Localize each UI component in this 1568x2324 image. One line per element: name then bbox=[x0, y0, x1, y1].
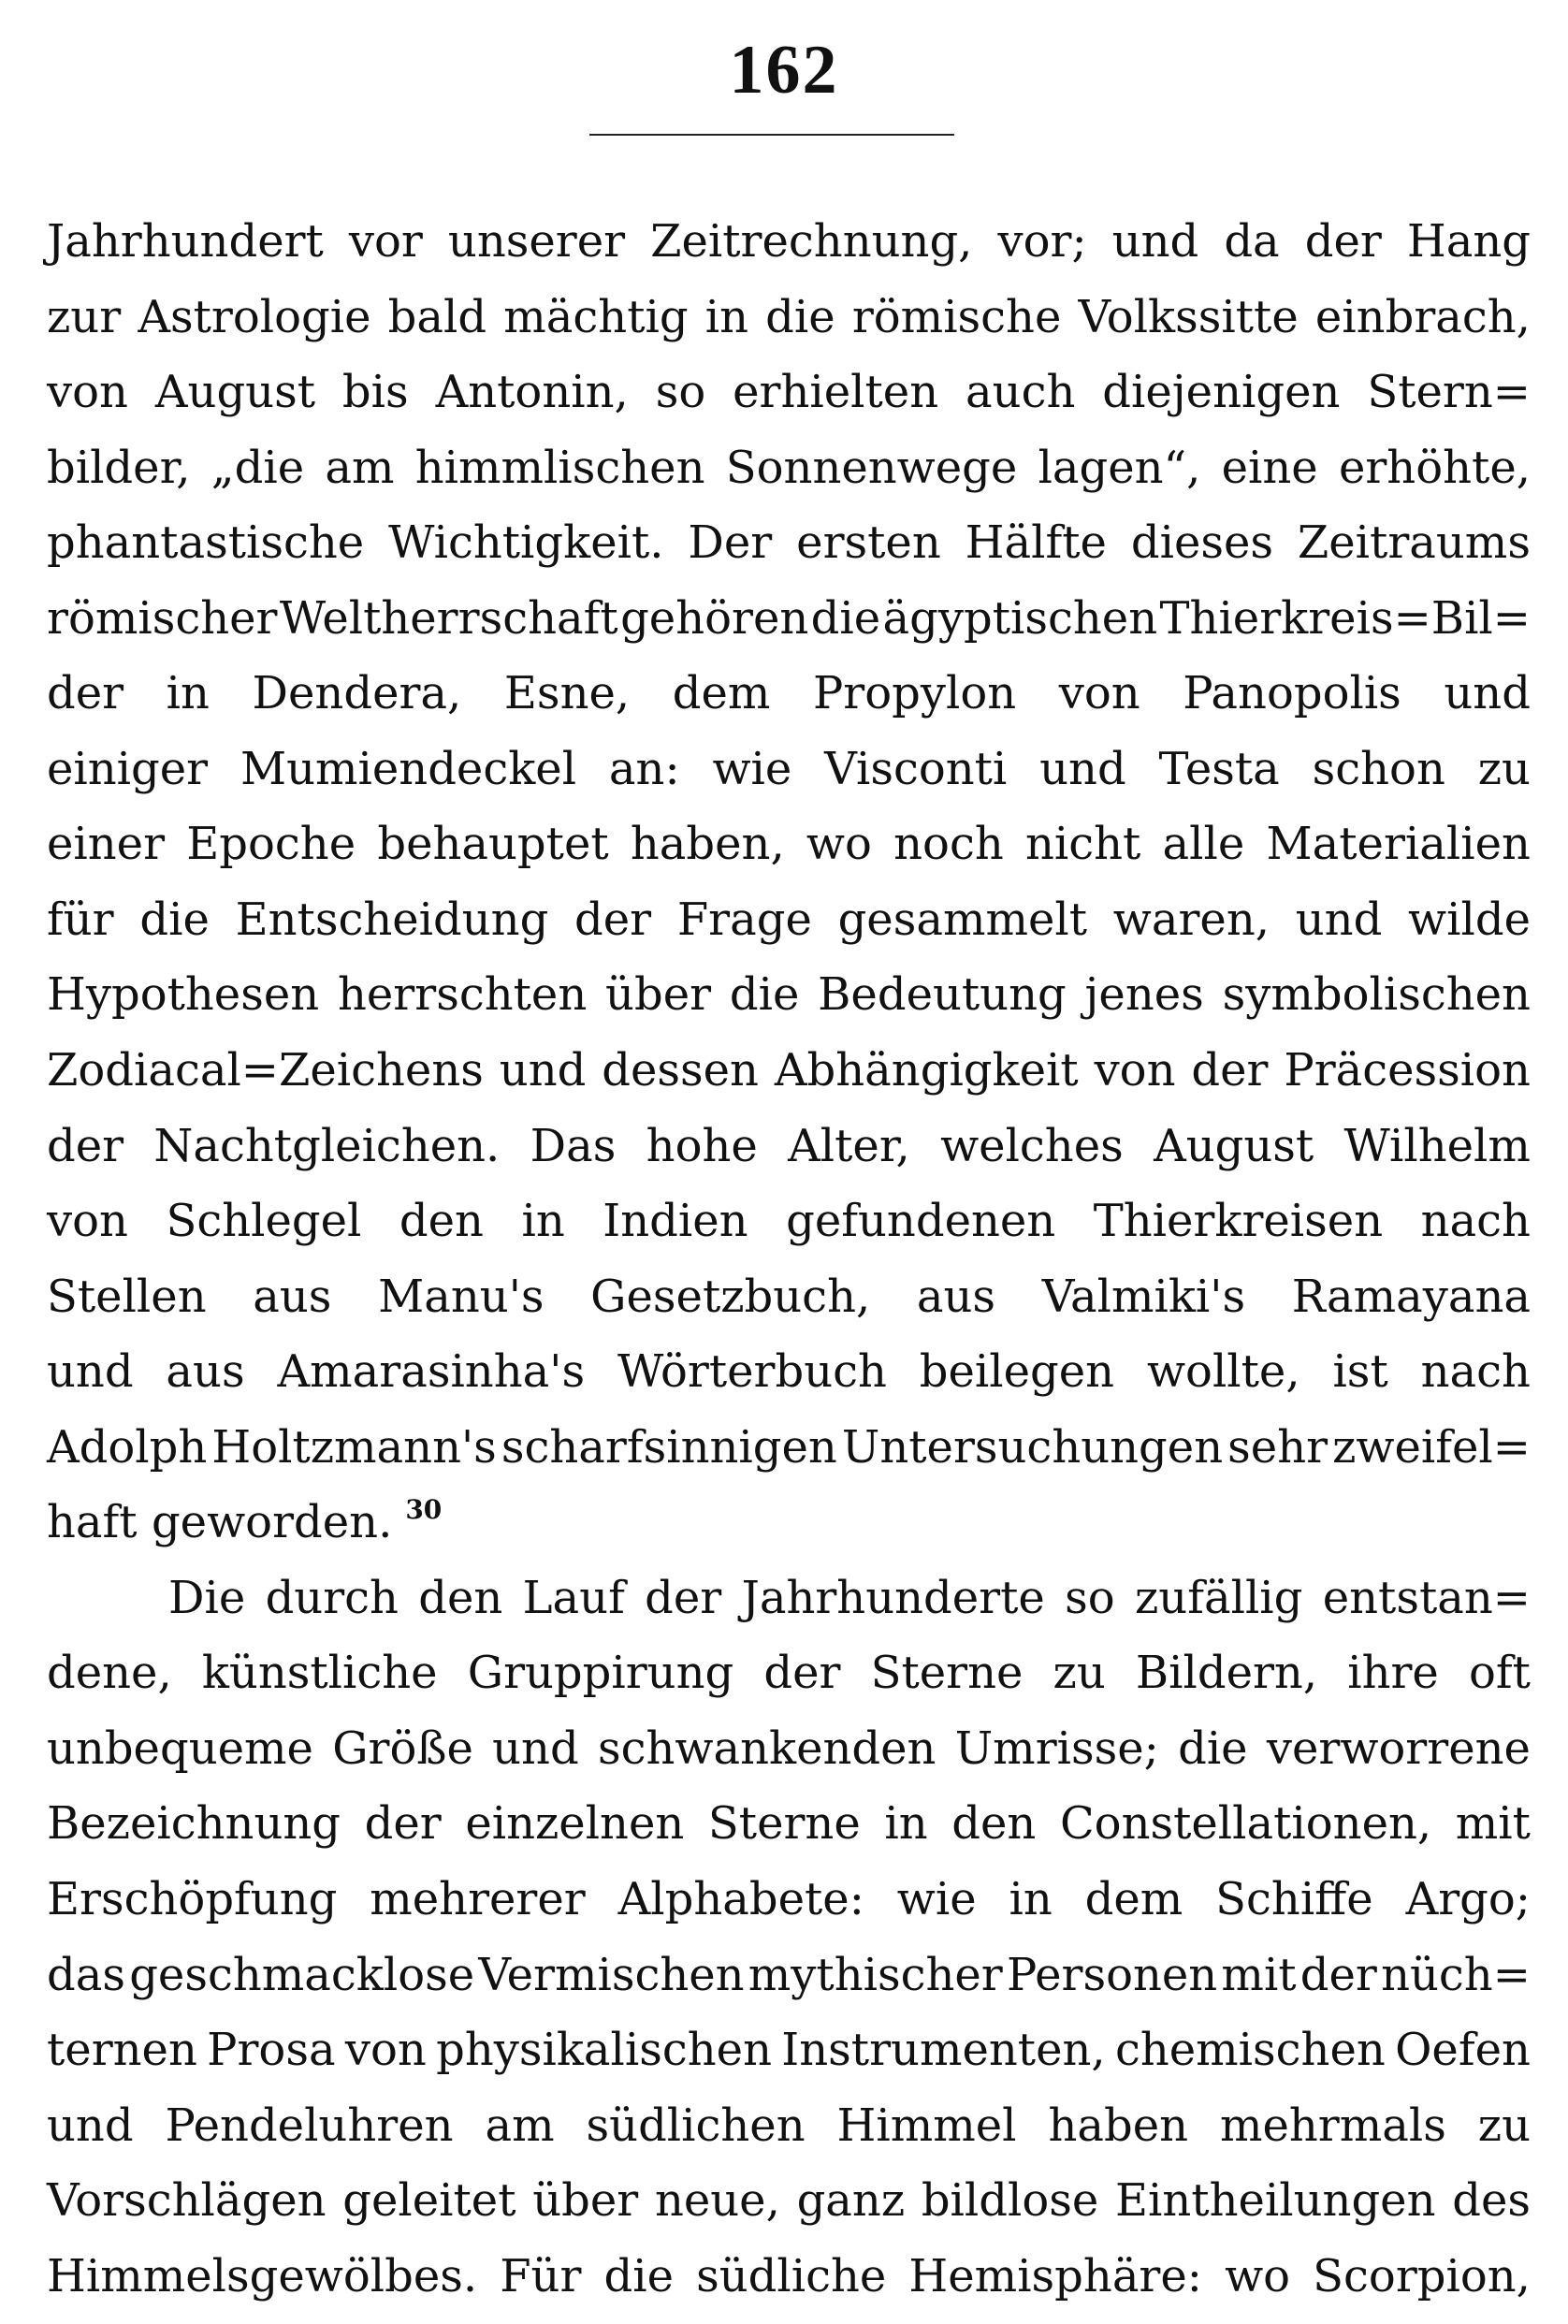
word: der bbox=[1191, 1044, 1269, 1097]
word: römischer bbox=[47, 591, 278, 645]
word: am bbox=[325, 441, 395, 494]
word: einbrach, bbox=[1314, 290, 1531, 343]
text-line bbox=[47, 1033, 1531, 1109]
word: Esne, bbox=[503, 667, 631, 720]
word: von bbox=[47, 366, 128, 419]
word: geleitet bbox=[342, 2174, 516, 2228]
word: schon bbox=[1312, 742, 1445, 795]
word: zu bbox=[1477, 2099, 1531, 2152]
word: Wichtigkeit. bbox=[388, 516, 664, 570]
word: Abhängigkeit bbox=[774, 1044, 1079, 1097]
word: Volkssitte bbox=[1078, 290, 1299, 343]
body-text bbox=[47, 204, 1531, 2314]
word: die bbox=[603, 2249, 674, 2302]
page-number: 162 bbox=[729, 32, 839, 109]
word: bilder, bbox=[47, 441, 191, 494]
word: der bbox=[574, 893, 652, 946]
word: Thierkreis=Bil= bbox=[1159, 591, 1531, 645]
word: Dendera, bbox=[252, 667, 462, 720]
word: und bbox=[47, 1345, 134, 1399]
text-line bbox=[47, 1410, 1531, 1486]
header-rule bbox=[589, 134, 954, 136]
word: auch bbox=[965, 366, 1076, 419]
text-line bbox=[47, 2088, 1531, 2164]
word: von bbox=[1058, 667, 1140, 720]
word: haben bbox=[1048, 2099, 1189, 2152]
word: haft bbox=[47, 1496, 138, 1549]
word: Adolph bbox=[47, 1420, 208, 1474]
text-line bbox=[47, 1786, 1531, 1862]
word: neue, bbox=[654, 2174, 780, 2228]
word: so bbox=[655, 366, 706, 419]
word: zu bbox=[1477, 742, 1531, 795]
text-line bbox=[47, 1184, 1531, 1259]
word: in bbox=[704, 290, 748, 343]
word: über bbox=[605, 968, 712, 1022]
word: Panopolis bbox=[1183, 667, 1401, 720]
word: Der bbox=[688, 516, 773, 570]
word: vor; bbox=[997, 215, 1087, 268]
word: ägyptischen bbox=[882, 591, 1158, 645]
word: August bbox=[1154, 1119, 1314, 1172]
word: Propylon bbox=[812, 667, 1017, 720]
word: durch bbox=[265, 1571, 399, 1624]
word: Zeitraums bbox=[1297, 516, 1531, 570]
word: der bbox=[1299, 1948, 1377, 2001]
word: Erschöpfung bbox=[47, 1873, 338, 1926]
word: und bbox=[1444, 667, 1531, 720]
word: der bbox=[763, 1647, 841, 1700]
word: geschmacklose bbox=[129, 1948, 475, 2001]
word: Personen bbox=[1006, 1948, 1218, 2001]
word: beilegen bbox=[919, 1345, 1115, 1399]
text-line bbox=[47, 581, 1531, 657]
word: künstliche bbox=[201, 1647, 438, 1700]
word: Jahrhunderte bbox=[741, 1571, 1045, 1624]
word: dessen bbox=[602, 1044, 759, 1097]
text-line bbox=[47, 355, 1531, 430]
word: Testa bbox=[1158, 742, 1280, 795]
word: behauptet bbox=[377, 818, 609, 871]
word: mehrerer bbox=[370, 1873, 586, 1926]
word: zur bbox=[47, 290, 122, 343]
word: dieses bbox=[1130, 516, 1274, 570]
word: und bbox=[1111, 215, 1199, 268]
text-line bbox=[47, 2012, 1531, 2088]
word: wo bbox=[1225, 2249, 1291, 2302]
word: unbequeme bbox=[47, 1721, 313, 1775]
word: Ramayana bbox=[1291, 1270, 1531, 1323]
word: dem bbox=[1084, 1873, 1183, 1926]
word: Das bbox=[530, 1119, 617, 1172]
word: nach bbox=[1420, 1195, 1531, 1248]
word: so bbox=[1065, 1571, 1115, 1624]
word: jenes bbox=[1084, 968, 1204, 1022]
word: des bbox=[1452, 2174, 1531, 2228]
word: dene, bbox=[47, 1647, 172, 1700]
word: Materialien bbox=[1266, 818, 1531, 871]
word: da bbox=[1224, 215, 1280, 268]
word: aus bbox=[916, 1270, 996, 1323]
word: Hang bbox=[1406, 215, 1531, 268]
word: Scorpion, bbox=[1313, 2249, 1531, 2302]
word: mit bbox=[1221, 1948, 1297, 2001]
word: Astrologie bbox=[138, 290, 371, 343]
text-line bbox=[47, 2163, 1531, 2239]
word: physikalischen bbox=[436, 2024, 772, 2077]
word: aus bbox=[166, 1345, 245, 1399]
word: die bbox=[1178, 1721, 1248, 1775]
word: wo bbox=[806, 818, 872, 871]
word: welches bbox=[940, 1119, 1124, 1172]
word: für bbox=[47, 893, 114, 946]
text-line bbox=[47, 1109, 1531, 1184]
word: Prosa bbox=[207, 2024, 336, 2077]
word: gehören bbox=[620, 591, 809, 645]
word: Visconti bbox=[824, 742, 1008, 795]
word: den bbox=[418, 1571, 503, 1624]
word: Lauf bbox=[522, 1571, 625, 1624]
word: phantastische bbox=[47, 516, 365, 570]
word: Schlegel bbox=[166, 1195, 362, 1248]
word: in bbox=[884, 1797, 928, 1851]
text-line bbox=[47, 656, 1531, 732]
word: der bbox=[47, 1119, 124, 1172]
word: und bbox=[499, 1044, 587, 1097]
word: Jahrhundert bbox=[47, 215, 324, 268]
word: Zeitrechnung, bbox=[650, 215, 973, 268]
word: am bbox=[485, 2099, 555, 2152]
word: in bbox=[166, 667, 210, 720]
word: haben, bbox=[630, 818, 785, 871]
word: symbolischen bbox=[1222, 968, 1531, 1022]
word: erhöhte, bbox=[1338, 441, 1531, 494]
word: ersten bbox=[796, 516, 941, 570]
word: von bbox=[47, 1195, 128, 1248]
text-line bbox=[47, 1862, 1531, 1938]
word: Vorschlägen bbox=[47, 2174, 327, 2228]
word: nüch= bbox=[1381, 1948, 1531, 2001]
text-line bbox=[47, 280, 1531, 356]
word: und bbox=[492, 1721, 579, 1775]
word: Sterne bbox=[707, 1797, 861, 1851]
word: das bbox=[47, 1948, 125, 2001]
word: mit bbox=[1455, 1797, 1531, 1851]
word: nicht bbox=[1024, 818, 1141, 871]
word: Hälfte bbox=[965, 516, 1107, 570]
word: Mumiendeckel bbox=[240, 742, 577, 795]
word: Instrumenten, bbox=[781, 2024, 1106, 2077]
text-line bbox=[47, 1259, 1531, 1335]
word: Frage bbox=[676, 893, 812, 946]
word: Sterne bbox=[870, 1647, 1024, 1700]
word: über bbox=[532, 2174, 639, 2228]
word: alle bbox=[1162, 818, 1245, 871]
word: die bbox=[139, 893, 210, 946]
word: Bezeichnung bbox=[47, 1797, 341, 1851]
word: einer bbox=[47, 818, 166, 871]
word: die bbox=[765, 290, 835, 343]
word: Größe bbox=[332, 1721, 473, 1775]
word: Weltherrschaft bbox=[279, 591, 618, 645]
word: herrschten bbox=[337, 968, 588, 1022]
word: geworden. bbox=[151, 1496, 393, 1549]
word: Untersuchungen bbox=[841, 1420, 1224, 1474]
word: diejenigen bbox=[1102, 366, 1341, 419]
word: Gruppirung bbox=[467, 1647, 734, 1700]
word: Holtzmann's bbox=[211, 1420, 497, 1474]
word: oft bbox=[1468, 1647, 1531, 1700]
word: mythischer bbox=[748, 1948, 1003, 2001]
word: Antonin, bbox=[435, 366, 629, 419]
word: wie bbox=[712, 742, 792, 795]
word: entstan= bbox=[1322, 1571, 1531, 1624]
word: August bbox=[154, 366, 315, 419]
word: Stellen bbox=[47, 1270, 207, 1323]
word: scharfsinnigen bbox=[501, 1420, 837, 1474]
word: Himmelsgewölbes. bbox=[47, 2249, 478, 2302]
word: ganz bbox=[796, 2174, 906, 2228]
word: an: bbox=[608, 742, 680, 795]
word: Stern= bbox=[1367, 366, 1531, 419]
text-line bbox=[47, 1938, 1531, 2013]
text-line bbox=[47, 1635, 1531, 1711]
word: von bbox=[344, 2024, 427, 2077]
word: Hemisphäre: bbox=[908, 2249, 1202, 2302]
word: Himmel bbox=[836, 2099, 1017, 2152]
word: der bbox=[1304, 215, 1382, 268]
word: Vermischen bbox=[478, 1948, 745, 2001]
text-line bbox=[47, 204, 1531, 280]
text-line-paragraph-start bbox=[47, 1561, 1531, 1636]
word: mächtig bbox=[503, 290, 689, 343]
word: Alter, bbox=[788, 1119, 910, 1172]
word: Amarasinha's bbox=[277, 1345, 586, 1399]
word: nach bbox=[1420, 1345, 1531, 1399]
word: Constellationen, bbox=[1059, 1797, 1432, 1851]
word: eine bbox=[1221, 441, 1318, 494]
word: bald bbox=[387, 290, 487, 343]
word: von bbox=[1094, 1044, 1176, 1097]
word: verworrene bbox=[1266, 1721, 1531, 1775]
word: und bbox=[1295, 893, 1383, 946]
text-line bbox=[47, 1711, 1531, 1787]
word: Für bbox=[500, 2249, 582, 2302]
word: Eintheilungen bbox=[1115, 2174, 1436, 2228]
word: lagen“, bbox=[1038, 441, 1201, 494]
word: Hypothesen bbox=[47, 968, 320, 1022]
word: und bbox=[1039, 742, 1126, 795]
word: schwankenden bbox=[597, 1721, 936, 1775]
word: Bedeutung bbox=[818, 968, 1067, 1022]
text-line bbox=[47, 505, 1531, 581]
word: Thierkreisen bbox=[1093, 1195, 1384, 1248]
text-line bbox=[47, 806, 1531, 882]
word: erhielten bbox=[733, 366, 939, 419]
word: Pendeluhren bbox=[165, 2099, 454, 2152]
word: gefundenen bbox=[786, 1195, 1056, 1248]
word: ist bbox=[1332, 1345, 1388, 1399]
word: Wilhelm bbox=[1343, 1119, 1531, 1172]
word: südlichen bbox=[586, 2099, 806, 2152]
word: mehrmals bbox=[1219, 2099, 1446, 2152]
word: Valmiki's bbox=[1041, 1270, 1246, 1323]
word: Zodiacal=Zeichens bbox=[47, 1044, 484, 1097]
word: Argo; bbox=[1405, 1873, 1531, 1926]
word: Sonnenwege bbox=[725, 441, 1018, 494]
word: himmlischen bbox=[414, 441, 705, 494]
word: Indien bbox=[603, 1195, 748, 1248]
word: den bbox=[951, 1797, 1037, 1851]
word: sehr bbox=[1227, 1420, 1328, 1474]
text-line bbox=[47, 882, 1531, 958]
word: Wörterbuch bbox=[617, 1345, 887, 1399]
word: der bbox=[47, 667, 124, 720]
word: den bbox=[399, 1195, 484, 1248]
word: aus bbox=[253, 1270, 332, 1323]
word: römische bbox=[851, 290, 1062, 343]
word: dem bbox=[672, 667, 771, 720]
word: zu bbox=[1053, 1647, 1106, 1700]
word: wollte, bbox=[1146, 1345, 1300, 1399]
word: ihre bbox=[1347, 1647, 1439, 1700]
word: Oefen bbox=[1395, 2024, 1531, 2077]
word: Manu's bbox=[378, 1270, 544, 1323]
footnote-reference: 30 bbox=[405, 1494, 443, 1526]
word: waren, bbox=[1112, 893, 1270, 946]
word: die bbox=[810, 591, 881, 645]
word: Alphabete: bbox=[617, 1873, 864, 1926]
word: „die bbox=[211, 441, 305, 494]
word: Die bbox=[168, 1571, 246, 1624]
text-line bbox=[47, 2239, 1531, 2315]
word: wilde bbox=[1408, 893, 1531, 946]
word: vor bbox=[348, 215, 423, 268]
word: einzelnen bbox=[465, 1797, 685, 1851]
text-line-paragraph-end bbox=[47, 1485, 1531, 1561]
word: südliche bbox=[696, 2249, 887, 2302]
text-line bbox=[47, 430, 1531, 506]
text-line bbox=[47, 957, 1531, 1033]
word: noch bbox=[893, 818, 1004, 871]
word: die bbox=[729, 968, 800, 1022]
text-line bbox=[47, 732, 1531, 807]
text-line bbox=[47, 1334, 1531, 1410]
word: Entscheidung bbox=[235, 893, 549, 946]
word: Präcession bbox=[1284, 1044, 1531, 1097]
word: und bbox=[47, 2099, 134, 2152]
word: wie bbox=[896, 1873, 977, 1926]
word: der bbox=[364, 1797, 442, 1851]
word: bis bbox=[341, 366, 409, 419]
word: in bbox=[1009, 1873, 1053, 1926]
word: Epoche bbox=[186, 818, 356, 871]
word: Nachtgleichen. bbox=[153, 1119, 501, 1172]
word: ternen bbox=[47, 2024, 197, 2077]
word: gesammelt bbox=[837, 893, 1088, 946]
word: zweifel= bbox=[1332, 1420, 1531, 1474]
word: hohe bbox=[646, 1119, 758, 1172]
word: Schiffe bbox=[1215, 1873, 1373, 1926]
word: zufällig bbox=[1135, 1571, 1303, 1624]
word: chemischen bbox=[1114, 2024, 1386, 2077]
word: Umrisse; bbox=[954, 1721, 1159, 1775]
word: bildlose bbox=[921, 2174, 1099, 2228]
word: einiger bbox=[47, 742, 209, 795]
word: der bbox=[645, 1571, 722, 1624]
word: Gesetzbuch, bbox=[590, 1270, 871, 1323]
word: Bildern, bbox=[1135, 1647, 1318, 1700]
word: in bbox=[521, 1195, 565, 1248]
word: unserer bbox=[447, 215, 626, 268]
